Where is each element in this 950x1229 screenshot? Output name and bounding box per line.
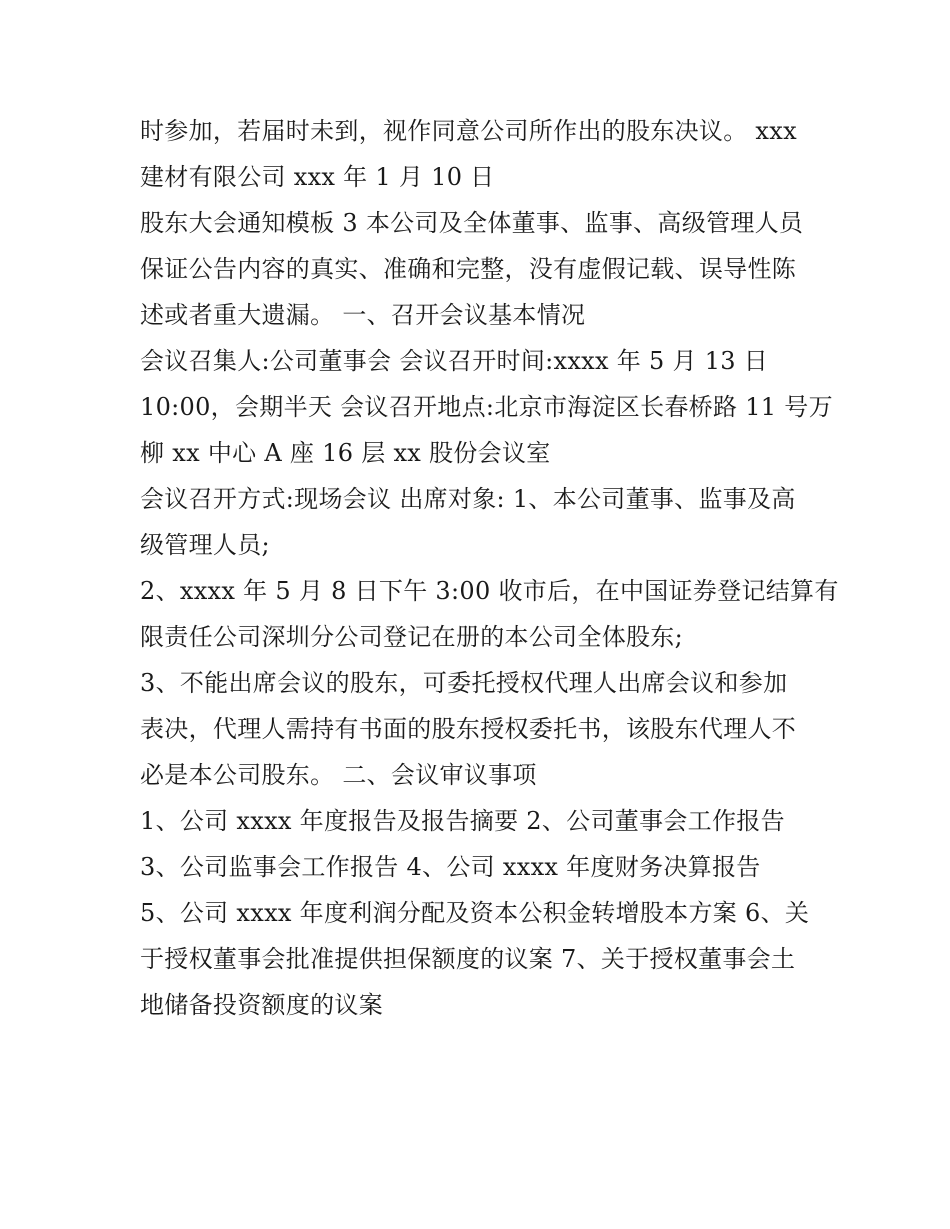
document-body — [140, 108, 839, 1028]
text-line: 述或者重大遗漏。 一、召开会议基本情况 — [140, 301, 586, 329]
text-line: 1、公司 xxxx 年度报告及报告摘要 2、公司董事会工作报告 — [140, 807, 785, 835]
text-line: 必是本公司股东。 二、会议审议事项 — [140, 761, 537, 789]
text-line: 时参加，若届时未到，视作同意公司所作出的股东决议。 xxx — [140, 117, 797, 145]
text-line: 股东大会通知模板 3 本公司及全体董事、监事、高级管理人员 — [140, 209, 804, 237]
text-line: 5、公司 xxxx 年度利润分配及资本公积金转增股本方案 6、关 — [140, 899, 810, 927]
text-line: 10:00，会期半天 会议召开地点:北京市海淀区长春桥路 11 号万 — [140, 393, 833, 421]
text-line: 会议召开方式:现场会议 出席对象: 1、本公司董事、监事及高 — [140, 485, 796, 513]
text-line: 表决，代理人需持有书面的股东授权委托书，该股东代理人不 — [140, 715, 797, 743]
text-line: 会议召集人:公司董事会 会议召开时间:xxxx 年 5 月 13 日 — [140, 347, 769, 375]
text-line: 3、不能出席会议的股东，可委托授权代理人出席会议和参加 — [140, 669, 788, 697]
text-line: 柳 xx 中心 A 座 16 层 xx 股份会议室 — [140, 439, 551, 467]
text-line: 于授权董事会批准提供担保额度的议案 7、关于授权董事会土 — [140, 945, 796, 973]
text-line: 保证公告内容的真实、准确和完整，没有虚假记载、误导性陈 — [140, 255, 797, 283]
text-line: 限责任公司深圳分公司登记在册的本公司全体股东; — [140, 623, 683, 651]
text-line: 地储备投资额度的议案 — [140, 991, 383, 1019]
text-line: 级管理人员; — [140, 531, 270, 559]
text-line: 3、公司监事会工作报告 4、公司 xxxx 年度财务决算报告 — [140, 853, 761, 881]
text-line: 建材有限公司 xxx 年 1 月 10 日 — [140, 163, 495, 191]
text-line: 2、xxxx 年 5 月 8 日下午 3:00 收市后，在中国证券登记结算有 — [140, 577, 839, 605]
